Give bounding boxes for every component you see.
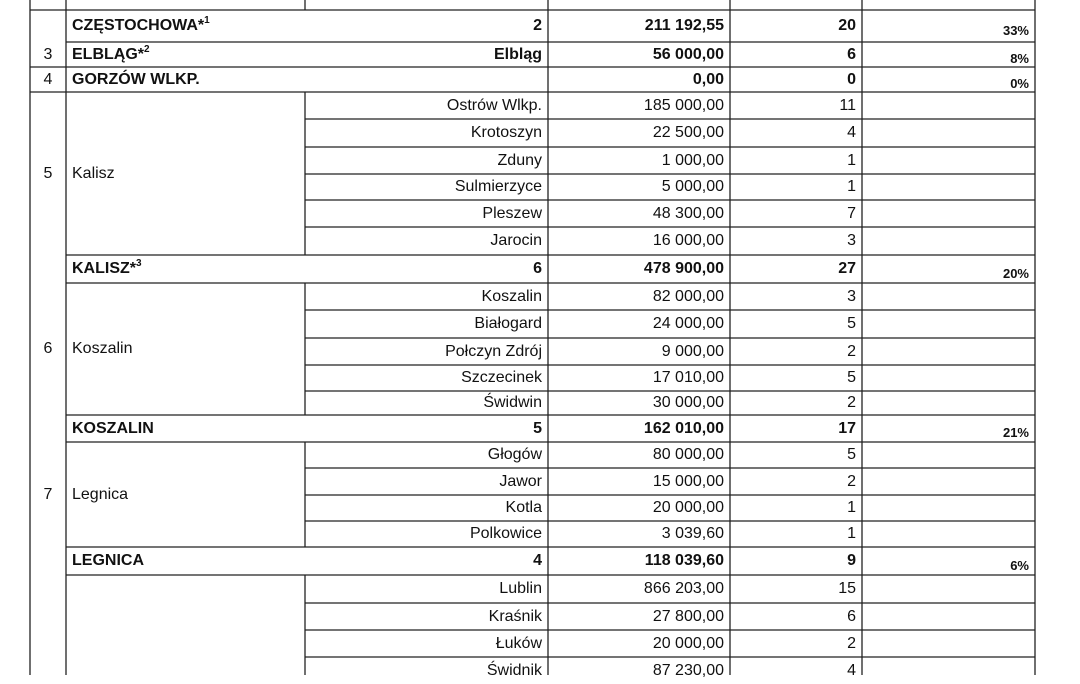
region-name-text: Legnica [72,485,129,503]
amount-text: 27 800,00 [652,607,724,625]
city-name [305,391,548,415]
count-text: 2 [847,394,856,411]
count-text: 5 [847,446,856,463]
city-name [305,174,548,200]
region-percent [862,419,1035,446]
amount [548,365,730,391]
count [730,92,862,119]
region-name [66,92,305,255]
region-summary-label-text: KALISZ*$^3$ [72,258,142,277]
amount-text: 15 000,00 [652,472,724,490]
amount [548,92,730,119]
amount [548,338,730,365]
amount-text: 22 500,00 [652,124,724,141]
count [730,310,862,338]
amount [548,0,730,10]
percent [862,46,1035,71]
city-name [305,365,548,391]
count [730,391,862,415]
region-total [730,547,862,575]
count-text: 6 [847,45,856,63]
region-count [305,547,548,575]
row-number [30,67,66,92]
percent [862,71,1035,96]
region-label-text: ELBLĄG*$^2$ [72,43,150,63]
city-name-text: Białogard [474,315,542,332]
region-label [66,42,305,67]
region-label-text: GORZÓW WLKP. [72,70,200,88]
city-name [305,657,548,684]
city-name-text: Szczecinek [461,369,542,386]
city-name [305,67,548,92]
city-name [305,200,548,227]
count [730,442,862,468]
row-number [30,92,66,255]
footnote-marker: 2 [144,43,150,55]
city-name-text: Koszalin [481,287,542,305]
count [730,0,862,10]
city-name-text: Elbląg [493,45,542,63]
amount [548,147,730,174]
city-name-text: Zduny [497,151,542,169]
city-name-text: Połczyn Zdrój [445,342,542,360]
region-name [66,575,305,684]
region-name-text: Kalisz [72,164,115,182]
amount-text: 9 000,00 [661,342,724,360]
count-text: 1 [847,499,856,516]
region-percent [862,259,1035,287]
city-name-text: Kraśnik [488,607,542,625]
region-summary-label-text: KOSZALIN [72,419,154,437]
city-name [305,310,548,338]
city-name [305,227,548,255]
count-text: 4 [847,661,856,679]
count-text: 4 [847,124,856,141]
count-text: 1 [847,178,856,195]
region-total-text: 17 [838,419,856,437]
amount-text: 24 000,00 [652,315,724,332]
region-total-text: 20 [838,17,856,34]
count [730,630,862,657]
city-name [305,575,548,603]
amount-text: 17 010,00 [652,369,724,386]
amount [548,200,730,227]
amount-text: 20 000,00 [652,499,724,516]
region-summary-label-text: CZĘSTOCHOWA*$^1$ [72,15,210,34]
city-name [305,468,548,495]
row-number [30,42,66,67]
city-name-text: Łuków [495,634,542,652]
amount-text: 16 000,00 [652,232,724,249]
amount [548,227,730,255]
amount-text: 56 000,00 [652,45,724,63]
region-name [66,442,305,547]
amount [548,575,730,603]
region-amount [548,547,730,575]
city-name [305,283,548,310]
count-text: 2 [847,342,856,360]
region-count-text: 2 [533,17,542,34]
city-name-text: Krotoszyn [470,124,542,141]
row-number [30,283,66,415]
row-number-text: 7 [43,485,53,503]
amount-text: 0,00 [692,70,724,88]
region-count [305,415,548,442]
row-number-text: 5 [43,164,53,182]
percent-text: 0% [1010,76,1029,91]
amount [548,174,730,200]
region-amount-text: 478 900,00 [643,260,724,277]
amount [548,495,730,521]
footnote-marker: 1 [204,15,210,26]
percent-text: 8% [1010,51,1029,66]
city-name [305,147,548,174]
count-text: 3 [847,232,856,249]
count [730,495,862,521]
row-number [30,575,66,684]
count [730,119,862,147]
amount-text: 185 000,00 [643,96,724,114]
region-name-text: Koszalin [72,340,133,357]
region-total [730,255,862,283]
region-total [730,415,862,442]
region-name [66,283,305,415]
amount-text: 5 000,00 [661,178,724,195]
count [730,200,862,227]
amount-text: 20 000,00 [652,634,724,652]
amount [548,283,730,310]
amount-text: 866 203,00 [643,580,724,597]
count-text: 5 [847,315,856,332]
city-name-text: Głogów [487,446,542,463]
row-number-text: 3 [43,45,53,63]
region-amount [548,255,730,283]
count-text: 2 [847,634,856,652]
city-name [305,119,548,147]
count-text: 5 [847,369,856,386]
city-name [305,338,548,365]
count [730,42,862,67]
city-name-text: Polkowice [469,525,542,542]
count [730,603,862,630]
region-label [66,67,305,92]
city-name [305,630,548,657]
count [730,338,862,365]
amount [548,603,730,630]
city-name-text: Lublin [499,580,542,597]
region-percent-text: 6% [1010,557,1029,573]
city-name [305,442,548,468]
row-number [30,442,66,547]
count [730,657,862,684]
city-name [305,92,548,119]
amount [548,391,730,415]
count [730,67,862,92]
amount-text: 48 300,00 [652,204,724,222]
region-count-text: 5 [533,419,542,437]
amount-text: 82 000,00 [652,287,724,305]
count [730,575,862,603]
count-text: 1 [847,525,856,542]
count-text: 0 [847,70,856,88]
count [730,468,862,495]
city-name-text: Ostrów Wlkp. [446,96,542,114]
amount [548,521,730,547]
count [730,521,862,547]
amount [548,657,730,684]
city-name-text: Pleszew [482,204,542,222]
city-name-text: Sulmierzyce [454,178,542,195]
region-percent-text: 20% [1002,265,1029,281]
region-total-text: 27 [838,260,856,277]
row-number-text: 6 [43,340,53,357]
city-name-text: Świdwin [483,394,542,411]
count [730,365,862,391]
count-text: 6 [847,607,856,625]
count-text: 2 [847,472,856,490]
region-count-text: 4 [533,552,542,569]
amount-text: 30 000,00 [652,394,724,411]
city-name [305,603,548,630]
amount [548,630,730,657]
amount-text: 80 000,00 [652,446,724,463]
amount-text: 1 000,00 [661,151,724,169]
count-text: 3 [847,287,856,305]
count [730,227,862,255]
city-name [305,42,548,67]
region-percent-text: 33% [1002,22,1029,38]
city-name-text: Kotla [505,499,542,516]
city-name-text: Świdnik [486,661,542,679]
region-percent [862,551,1035,579]
region-amount-text: 162 010,00 [643,419,724,437]
city-name [305,521,548,547]
count [730,283,862,310]
city-name [305,495,548,521]
region-amount [548,415,730,442]
region-count-text: 6 [533,260,542,277]
row-number-text: 4 [43,70,53,88]
region-amount-text: 211 192,55 [644,17,724,34]
city-name-text: Jawor [499,472,542,490]
footnote-marker: 3 [136,258,142,269]
region-summary-label-text: LEGNICA [72,552,144,569]
city-name-text: Jarocin [490,232,542,249]
region-total [730,10,862,42]
amount [548,468,730,495]
amount [548,119,730,147]
count [730,174,862,200]
amount [548,442,730,468]
amount-text: 3 039,60 [661,525,724,542]
region-count [305,10,548,42]
region-percent-text: 21% [1002,425,1029,440]
region-amount-text: 118 039,60 [644,552,724,569]
region-count [305,255,548,283]
amount [548,42,730,67]
region-amount [548,10,730,42]
count [730,147,862,174]
count-text: 11 [839,96,856,114]
region-percent [862,14,1035,46]
region-total-text: 9 [847,552,856,569]
amount [548,67,730,92]
amount [548,310,730,338]
count-text: 7 [847,204,856,222]
city-name [305,0,548,10]
amount-text: 87 230,00 [652,661,724,679]
count-text: 15 [838,580,856,597]
count-text: 1 [847,151,856,169]
